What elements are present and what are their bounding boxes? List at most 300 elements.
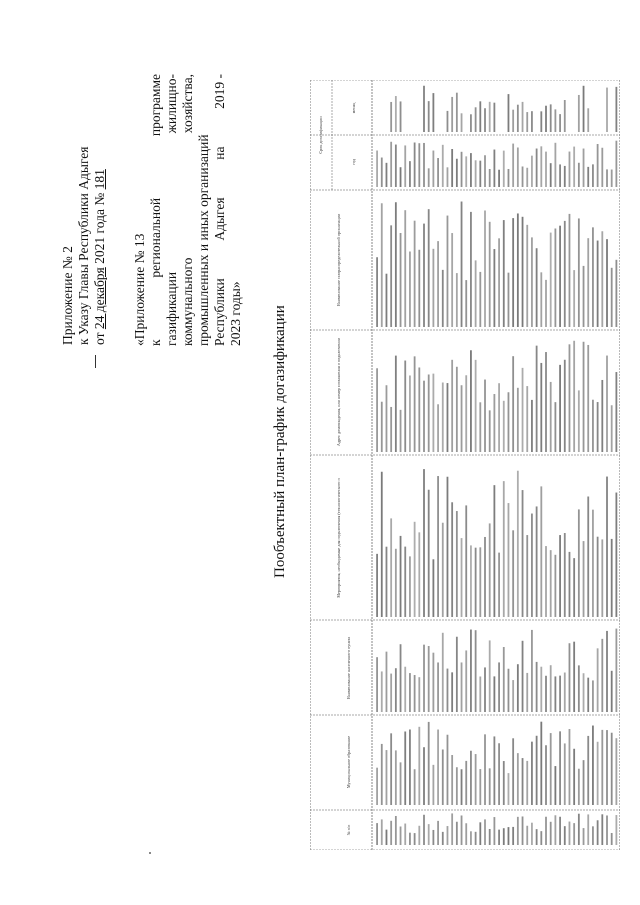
table-cell-text [508, 94, 510, 132]
table-cell-text [386, 274, 388, 327]
table-cell-text [526, 826, 528, 845]
table-cell-text [545, 676, 547, 712]
table-cell-text [583, 541, 585, 617]
table-cell-text [508, 169, 510, 187]
table-cell-text [569, 729, 571, 805]
table-header-cell: Срок догазификации [318, 116, 323, 154]
table-cell-text [484, 210, 486, 327]
table-cell-text [437, 404, 439, 452]
table-cell-text [479, 676, 481, 712]
table-cell-text [437, 730, 439, 805]
table-cell-text [550, 163, 552, 187]
table-header-cell: Адрес домовладения, или номер соглашения о подключении [336, 337, 341, 447]
table-cell-text [451, 755, 453, 805]
table-cell-text [395, 96, 397, 132]
table-cell-text [493, 485, 495, 617]
table-cell-text [461, 113, 463, 132]
quote-line4: коммунального хозяйства, [180, 74, 195, 346]
table-cell-text [390, 733, 392, 805]
table-cell-text [484, 155, 486, 187]
table-cell-text [545, 817, 547, 845]
table-cell-text [451, 672, 453, 712]
table-cell-text [615, 260, 617, 327]
table-cell-text [517, 147, 519, 187]
table-cell-text [456, 159, 458, 187]
table-cell-text [493, 150, 495, 187]
table-cell-text [587, 167, 589, 187]
table-cell-text [428, 824, 430, 845]
table-cell-text [479, 101, 481, 132]
table-cell-text [400, 167, 402, 187]
table-cell-text [578, 163, 580, 187]
table-cell-text [456, 273, 458, 327]
table-cell-text [554, 402, 556, 452]
table-cell-text [451, 233, 453, 327]
table-cell-text [536, 346, 538, 452]
table-cell-text [489, 222, 491, 327]
table-cell-text [615, 629, 617, 712]
table-cell-text [583, 266, 585, 327]
table-cell-text [615, 815, 617, 845]
table-cell-text [428, 374, 430, 452]
table-cell-text [611, 405, 613, 452]
table-cell-text [512, 218, 514, 327]
table-cell-text [503, 761, 505, 805]
table-cell-text [493, 394, 495, 452]
table-cell-text [404, 547, 406, 617]
table-cell-text [484, 819, 486, 845]
table-cell-text [428, 490, 430, 617]
table-cell-text [404, 210, 406, 327]
table-cell-text [414, 356, 416, 452]
table-cell-text [536, 506, 538, 617]
table-cell-text [569, 214, 571, 327]
table-cell-text [606, 239, 608, 327]
table-cell-text [611, 833, 613, 845]
table-cell-text [587, 814, 589, 845]
table-cell-text [578, 769, 580, 805]
table-cell-text [409, 375, 411, 452]
table-cell-text [461, 662, 463, 712]
table-cell-text [573, 558, 575, 617]
table-cell-text [517, 664, 519, 712]
table-cell-text [531, 742, 533, 805]
table-cell-text [423, 224, 425, 327]
table-cell-text [550, 733, 552, 805]
table-cell-text [540, 486, 542, 617]
quote-block [132, 74, 244, 346]
table-cell-text [569, 643, 571, 712]
table-cell-text [479, 161, 481, 187]
page-mark [95, 355, 96, 368]
table-cell-text [390, 407, 392, 452]
table-cell-text [597, 820, 599, 845]
table-cell-text [606, 356, 608, 452]
table-cell-text [404, 361, 406, 452]
table-cell-text [559, 226, 561, 327]
table-cell-text [498, 830, 500, 845]
table-cell-text [578, 665, 580, 712]
table-cell-text [409, 729, 411, 805]
table-cell-text [489, 410, 491, 452]
table-cell-text [583, 828, 585, 845]
table-cell-text [587, 736, 589, 805]
table-cell-text [479, 769, 481, 805]
table-cell-text [536, 662, 538, 712]
table-cell-text [554, 109, 556, 132]
table-cell-text [550, 665, 552, 712]
table-cell-text [423, 747, 425, 805]
table-cell-text [517, 105, 519, 132]
table-cell-text [390, 142, 392, 187]
table-cell-text [564, 166, 566, 187]
table-cell-text [418, 250, 420, 327]
table-cell-text [592, 227, 594, 327]
table-cell-text [611, 268, 613, 327]
table-cell-text [447, 167, 449, 187]
table-cell-text [615, 372, 617, 452]
table-cell-text [475, 107, 477, 132]
table-cell-text [517, 753, 519, 805]
table-cell-text [475, 160, 477, 187]
table-cell-text [475, 630, 477, 712]
table-cell-text [456, 637, 458, 712]
table-cell-text [376, 823, 378, 845]
table-cell-text [423, 143, 425, 187]
table-cell-text [606, 477, 608, 617]
table-cell-text [390, 821, 392, 845]
table-cell-text [432, 653, 434, 712]
table-cell-text [418, 826, 420, 845]
table-cell-text [381, 744, 383, 805]
table-cell-text [479, 547, 481, 617]
table-cell-text [559, 164, 561, 187]
table-cell-text [554, 143, 556, 187]
table-cell-text [526, 112, 528, 132]
table-cell-text [479, 822, 481, 845]
table-cell-text [564, 100, 566, 132]
decree-date: 24 декабря [92, 267, 107, 330]
table-cell-text [442, 383, 444, 452]
table-header-cell: Мероприятия, необходимые для подключения (технологического п [336, 478, 341, 598]
table-cell-text [503, 220, 505, 327]
table-cell-text [423, 381, 425, 452]
table-cell-text [465, 823, 467, 845]
table-cell-text [428, 722, 430, 805]
table-cell-text [526, 168, 528, 187]
table-cell-text [583, 342, 585, 452]
table-cell-text [526, 386, 528, 452]
table-cell-text [390, 518, 392, 617]
table-cell-text [432, 93, 434, 132]
table-cell-text [583, 86, 585, 132]
table-cell-text [508, 273, 510, 327]
table-cell-text [503, 828, 505, 845]
table-cell-text [484, 108, 486, 132]
table-cell-text [484, 380, 486, 452]
table-cell-text [531, 156, 533, 187]
table-cell-text [615, 87, 617, 132]
table-cell-text [409, 673, 411, 712]
table-cell-text [414, 142, 416, 187]
table-cell-text [512, 827, 514, 845]
table-cell-text [470, 350, 472, 452]
table-cell-text [592, 680, 594, 712]
table-cell-text [381, 402, 383, 452]
table-cell-text [432, 765, 434, 805]
table-cell-text [564, 826, 566, 845]
table-cell-text [540, 363, 542, 452]
table-cell-text [400, 410, 402, 452]
table-cell-text [390, 225, 392, 327]
table-cell-text [554, 766, 556, 805]
table-cell-text [451, 97, 453, 132]
table-cell-text [456, 93, 458, 132]
table-cell-text [475, 260, 477, 327]
table-cell-text [475, 832, 477, 845]
table-cell-text [465, 280, 467, 327]
table-cell-text [545, 546, 547, 617]
table-cell-text [536, 829, 538, 845]
table-cell-text [512, 530, 514, 617]
table-cell-text [587, 238, 589, 327]
quote-line7: 2023 годы» [228, 281, 243, 346]
table-cell-text [615, 493, 617, 617]
table-cell-text [597, 241, 599, 327]
table-cell-text [447, 216, 449, 327]
table-cell-text [512, 738, 514, 805]
table-cell-text [522, 368, 524, 452]
table-cell-text [503, 647, 505, 712]
table-cell-text [573, 147, 575, 187]
table-cell-text [404, 824, 406, 845]
table-cell-text [522, 217, 524, 327]
table-cell-text [447, 477, 449, 617]
table-cell-text [484, 667, 486, 712]
table-cell-text [531, 237, 533, 327]
table-cell-text [583, 760, 585, 805]
table-cell-text [465, 375, 467, 452]
table-cell-text [409, 833, 411, 845]
table-cell-text [554, 555, 556, 617]
table-cell-text [540, 272, 542, 327]
table-cell-text [414, 522, 416, 617]
table-cell-text [498, 383, 500, 452]
table-cell-text [503, 401, 505, 452]
table-cell-text [587, 345, 589, 452]
table-cell-text [456, 511, 458, 617]
table-cell-text [414, 675, 416, 712]
table-cell-text [437, 476, 439, 617]
table-cell-text [381, 158, 383, 187]
table-cell-text [573, 823, 575, 845]
table-cell-text [517, 817, 519, 845]
table-cell-text [498, 553, 500, 617]
table-cell-text [606, 88, 608, 132]
table-header-cell: № п/п [346, 824, 351, 836]
table-cell-text [601, 814, 603, 845]
table-cell-text [512, 680, 514, 712]
table-cell-text [442, 523, 444, 617]
table-cell-text [545, 280, 547, 327]
table-cell-text [554, 815, 556, 845]
table-cell-text [536, 736, 538, 805]
schedule-table [310, 80, 620, 850]
table-cell-text [400, 762, 402, 805]
table-cell-text [489, 829, 491, 845]
table-cell-text [550, 104, 552, 132]
table-cell-text [606, 730, 608, 805]
table-cell-text [390, 102, 392, 132]
table-cell-text [578, 509, 580, 617]
table-cell-text [592, 164, 594, 187]
table-cell-text [587, 108, 589, 132]
table-cell-text [545, 745, 547, 805]
table-cell-text [522, 490, 524, 617]
table-cell-text [395, 202, 397, 327]
decree-number: 181 [92, 169, 107, 190]
table-cell-text [540, 722, 542, 805]
appendix-line1: Приложение № 2 [60, 246, 75, 345]
table-cell-text [611, 539, 613, 617]
table-cell-text [559, 114, 561, 132]
table-cell-text [386, 547, 388, 617]
table-cell-text [461, 152, 463, 187]
table-cell-text [606, 815, 608, 845]
table-cell-text [432, 151, 434, 187]
table-cell-text [503, 481, 505, 617]
table-cell-text [437, 158, 439, 187]
table-header-cell: Наименование населенного пункта [346, 636, 351, 700]
table-cell-text [423, 469, 425, 617]
table-cell-text [451, 149, 453, 187]
table-cell-text [592, 726, 594, 805]
table-cell-text [428, 209, 430, 327]
table-cell-text [376, 151, 378, 187]
table-cell-text [461, 815, 463, 845]
table-cell-text [597, 742, 599, 805]
table-cell-text [456, 767, 458, 805]
table-cell-text [545, 352, 547, 452]
table-cell-text [508, 773, 510, 805]
table-cell-text [564, 743, 566, 805]
table-cell-text [437, 662, 439, 712]
table-cell-text [465, 505, 467, 617]
quote-line6: Республики Адыгея на 2019 - [212, 74, 227, 346]
table-cell-text [573, 642, 575, 712]
table-cell-text [601, 380, 603, 452]
table-cell-text [578, 95, 580, 132]
table-cell-text [498, 743, 500, 805]
table-cell-text [559, 535, 561, 617]
table-cell-text [526, 225, 528, 327]
table-cell-text [583, 673, 585, 712]
appendix-line2: к Указу Главы Республики Адыгея [76, 146, 91, 345]
table-cell-text [437, 241, 439, 327]
table-cell-text [432, 830, 434, 845]
table-cell-text [432, 249, 434, 327]
table-cell-text [493, 249, 495, 327]
table-cell-text [564, 221, 566, 327]
table-cell-text [611, 170, 613, 187]
table-cell-text [484, 537, 486, 617]
table-cell-text [447, 383, 449, 452]
table-cell-text [493, 817, 495, 845]
table-cell-text [442, 832, 444, 845]
table-cell-text [592, 826, 594, 845]
table-cell-text [601, 730, 603, 805]
table-cell-text [376, 657, 378, 712]
table-cell-text [611, 671, 613, 712]
table-cell-text [400, 536, 402, 617]
table-cell-text [601, 539, 603, 617]
table-cell-text [606, 631, 608, 712]
table-cell-text [573, 341, 575, 452]
table-cell-text [508, 827, 510, 845]
table-cell-text [522, 816, 524, 845]
table-cell-text [432, 559, 434, 617]
table-cell-text [461, 538, 463, 617]
table-cell-text [615, 141, 617, 187]
table-cell-text [526, 535, 528, 617]
table-cell-text [470, 114, 472, 132]
table-cell-text [461, 202, 463, 327]
table-cell-text [573, 749, 575, 805]
table-cell-text [475, 754, 477, 805]
table-cell-text [564, 673, 566, 712]
table-cell-text [512, 110, 514, 132]
table-cell-text [550, 822, 552, 845]
table-cell-text [517, 213, 519, 327]
table-cell-text [404, 145, 406, 187]
table-cell-text [489, 523, 491, 617]
table-cell-text [442, 633, 444, 712]
table-cell-text [465, 156, 467, 187]
table-cell-text [376, 368, 378, 452]
table-cell-text [597, 144, 599, 187]
table-cell-text [531, 400, 533, 452]
quote-line1: «Приложение № 13 [132, 233, 147, 346]
table-cell-text [484, 734, 486, 805]
table-cell-text [564, 533, 566, 617]
table-cell-text [522, 166, 524, 187]
table-cell-text [508, 392, 510, 452]
table-cell-text [465, 650, 467, 712]
table-cell-text [606, 169, 608, 187]
table-cell-text [423, 815, 425, 845]
quote-line2: к региональной программе [148, 74, 163, 346]
table-cell-text [569, 344, 571, 452]
table-cell-text [432, 374, 434, 452]
table-cell-text [442, 145, 444, 187]
table-cell-text [414, 833, 416, 845]
table-cell-text [409, 556, 411, 617]
table-cell-text [447, 735, 449, 805]
table-cell-text [597, 648, 599, 712]
table-cell-text [531, 111, 533, 132]
table-cell-text [423, 86, 425, 132]
scan-speck [149, 852, 151, 854]
table-cell-text [540, 831, 542, 845]
table-cell-text [587, 497, 589, 617]
appendix-header [60, 146, 108, 345]
table-cell-text [428, 168, 430, 187]
table-cell-text [395, 145, 397, 187]
table-cell-text [418, 677, 420, 712]
table-cell-text [531, 823, 533, 845]
table-cell-text [554, 676, 556, 712]
table-cell-text [526, 761, 528, 805]
